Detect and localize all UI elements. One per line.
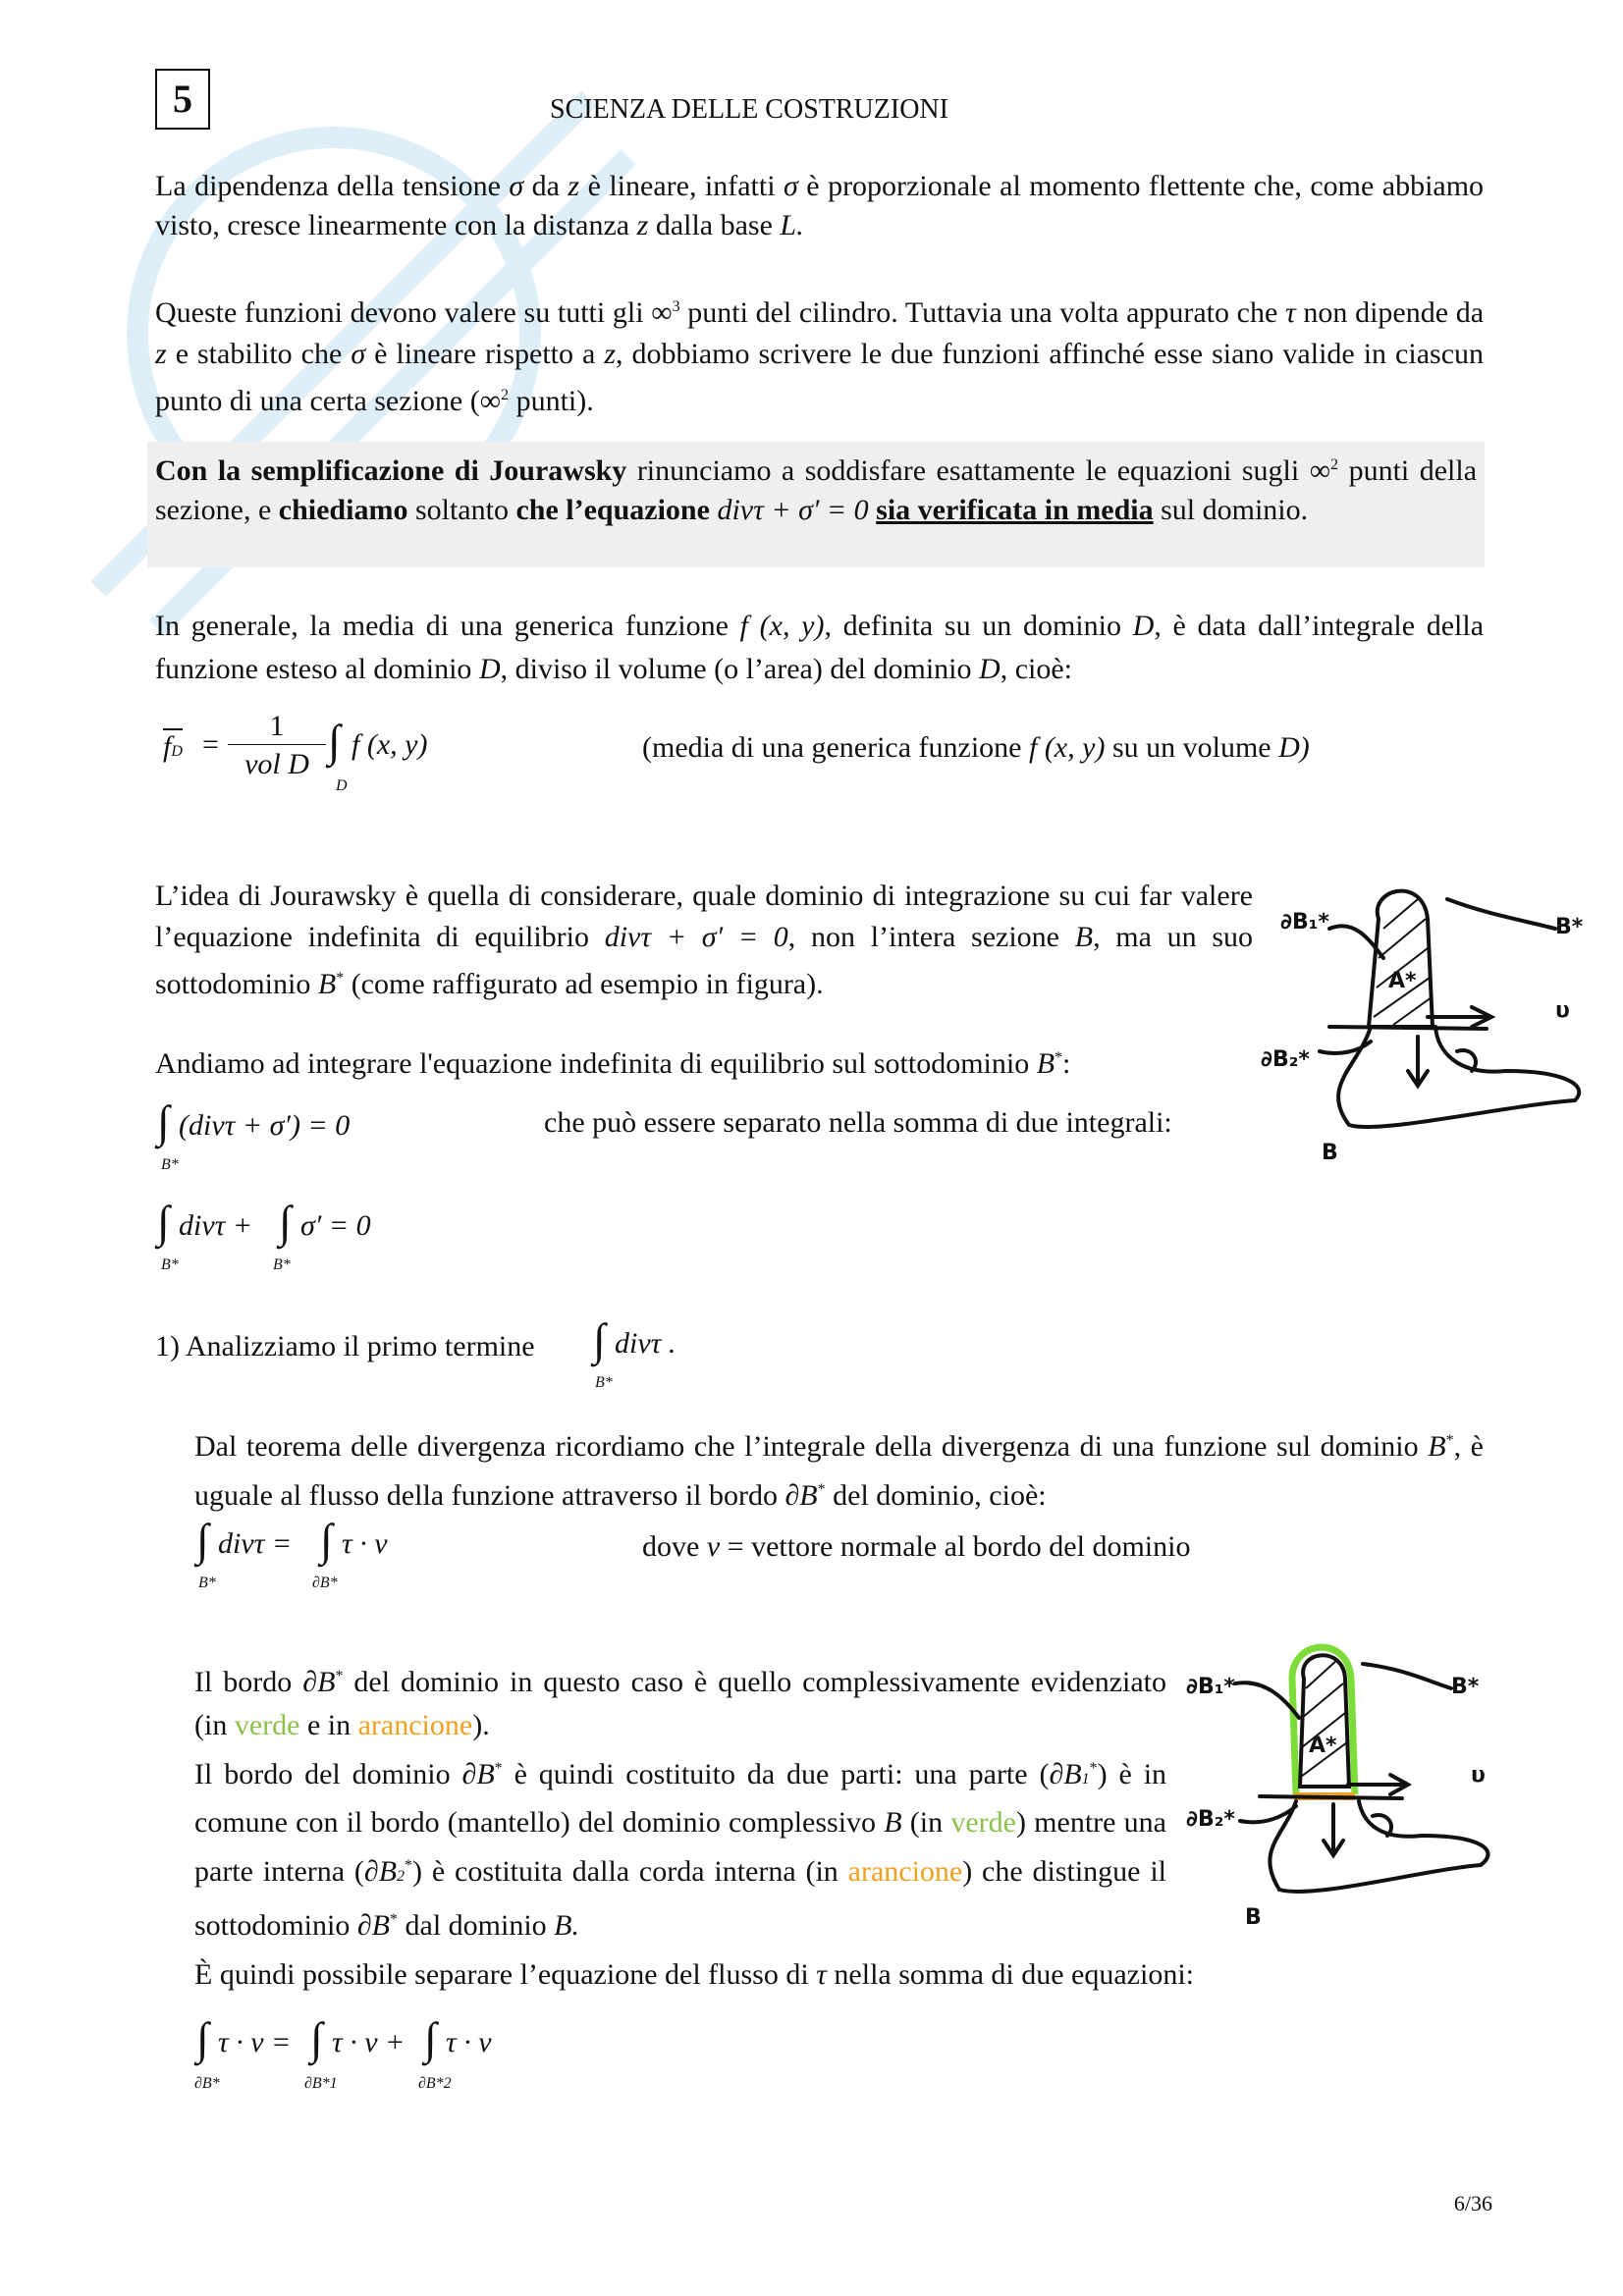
sketch2-label-Astar: A* — [1309, 1734, 1337, 1758]
paragraph-integrate: Andiamo ad integrare l'equazione indefinita di equilibrio sul sottodominio B*: — [155, 1047, 1071, 1080]
equation-integral-note: che può essere separato nella somma di due integrali: — [544, 1106, 1172, 1139]
paragraph-flux-split: È quindi possibile separare l’equazione del flusso di τ nella somma di due equazioni: — [194, 1958, 1194, 1991]
sketch2-label-Bstar: B* — [1451, 1675, 1480, 1699]
section-number: 5 — [173, 77, 192, 121]
sketch1-label-dB1: ∂B₁* — [1280, 910, 1329, 934]
sketch1-label-dB2: ∂B₂* — [1261, 1047, 1310, 1072]
sketch2-label-B: B — [1245, 1905, 1262, 1930]
equation-integral-equilibrium: ∫ B* (divτ + σ′) = 0 — [157, 1096, 351, 1173]
paragraph-boundary: Il bordo ∂B* del dominio in questo caso è quello complessivamente evidenziato (in verde e in arancione). Il bordo del dominio ∂B* è quindi costituito da due parti: una parte (∂B1*) è in comune con il bordo (mantello) del dominio complessivo B (in verde) mentre una parte interna (∂B2*) è costituita dalla corda interna (in arancione) che distingue il sottodominio ∂B* dal dominio B. — [194, 1666, 1167, 1942]
item-first-term: 1) Analizziamo il primo termine — [155, 1330, 535, 1362]
sketch2-label-dB1: ∂B₁* — [1186, 1675, 1235, 1699]
sketch-boundary-figure — [1186, 1639, 1510, 1934]
sketch2-label-dB2: ∂B₂* — [1186, 1807, 1235, 1832]
equation-divergence: ∫ B* divτ = ∫ ∂B* τ · ν — [196, 1515, 388, 1591]
paragraph-functions: Queste funzioni devono valere su tutti gli ∞$^3$ punti del cilindro. Tuttavia una volta appurato che τ non dipende da z e stabilito che σ è lineare rispetto a z, dobbiamo scrivere le due funzioni affinché esse siano valide in ciascun punto di una certa sezione (∞$^2$ punti). — [155, 296, 1485, 417]
paragraph-jourawsky-idea: L’idea di Jourawsky è quella di considerare, quale dominio di integrazione su cui far valere l’equazione indefinita di equilibrio divτ + σ′ = 0, non l’intera sezione B, ma un suo sottodominio B* (come raffigurato ad esempio in figura). — [155, 880, 1254, 1000]
paragraph-stress-dependence: La dipendenza della tensione σ da z è lineare, infatti σ è proporzionale al momento flettente che, come abbiamo visto, cresce linearmente con la distanza z dalla base L. — [155, 170, 1485, 241]
sketch-subdomain-figure — [1261, 880, 1604, 1174]
equation-two-integrals: ∫ B* divτ + ∫ B* σ′ = 0 — [157, 1197, 371, 1273]
paragraph-divergence-theorem: Dal teorema delle divergenza ricordiamo che l’integrale della divergenza di una funzione sul dominio B*, è uguale al flusso della funzione attraverso il bordo ∂B* del dominio, cioè: — [194, 1430, 1484, 1512]
section-number-box — [155, 69, 210, 130]
equation-mean-note: (media di una generica funzione f (x, y) su un volume D) — [642, 731, 1310, 764]
paragraph-mean-definition: In generale, la media di una generica funzione f (x, y), definita su un dominio D, è data dall’integrale della funzione esteso al dominio D, diviso il volume (o l’area) del dominio D, cioè: — [155, 610, 1485, 685]
equation-mean: fD = 1 vol D ∫ D f (x, y) — [163, 710, 428, 794]
sketch1-label-Astar: A* — [1388, 969, 1417, 993]
equation-divergence-note: dove ν = vettore normale al bordo del dominio — [642, 1530, 1191, 1563]
page-number: 6/36 — [1453, 2191, 1492, 2216]
svg-text:υ: υ — [1555, 998, 1570, 1023]
item-first-term-expr: ∫ B* divτ . — [593, 1314, 676, 1391]
equation-flux-sum: ∫ ∂B* τ · ν = ∫ ∂B*1 τ · ν + ∫ ∂B*2 τ · ν — [194, 2013, 492, 2092]
svg-text:υ: υ — [1471, 1763, 1486, 1788]
sketch1-label-Bstar: B* — [1555, 915, 1584, 939]
mean-lhs: fD — [163, 730, 183, 763]
page-title: SCIENZA DELLE COSTRUZIONI — [550, 94, 948, 125]
sketch1-label-B: B — [1322, 1141, 1338, 1165]
paragraph-jourawsky-simplification: Con la semplificazione di Jourawsky rinunciamo a soddisfare esattamente le equazioni sugli ∞$^2$ punti della sezione, e chiediamo soltanto che l’equazione divτ + σ′ = 0 sia verificata in media sul dominio. — [147, 442, 1485, 567]
